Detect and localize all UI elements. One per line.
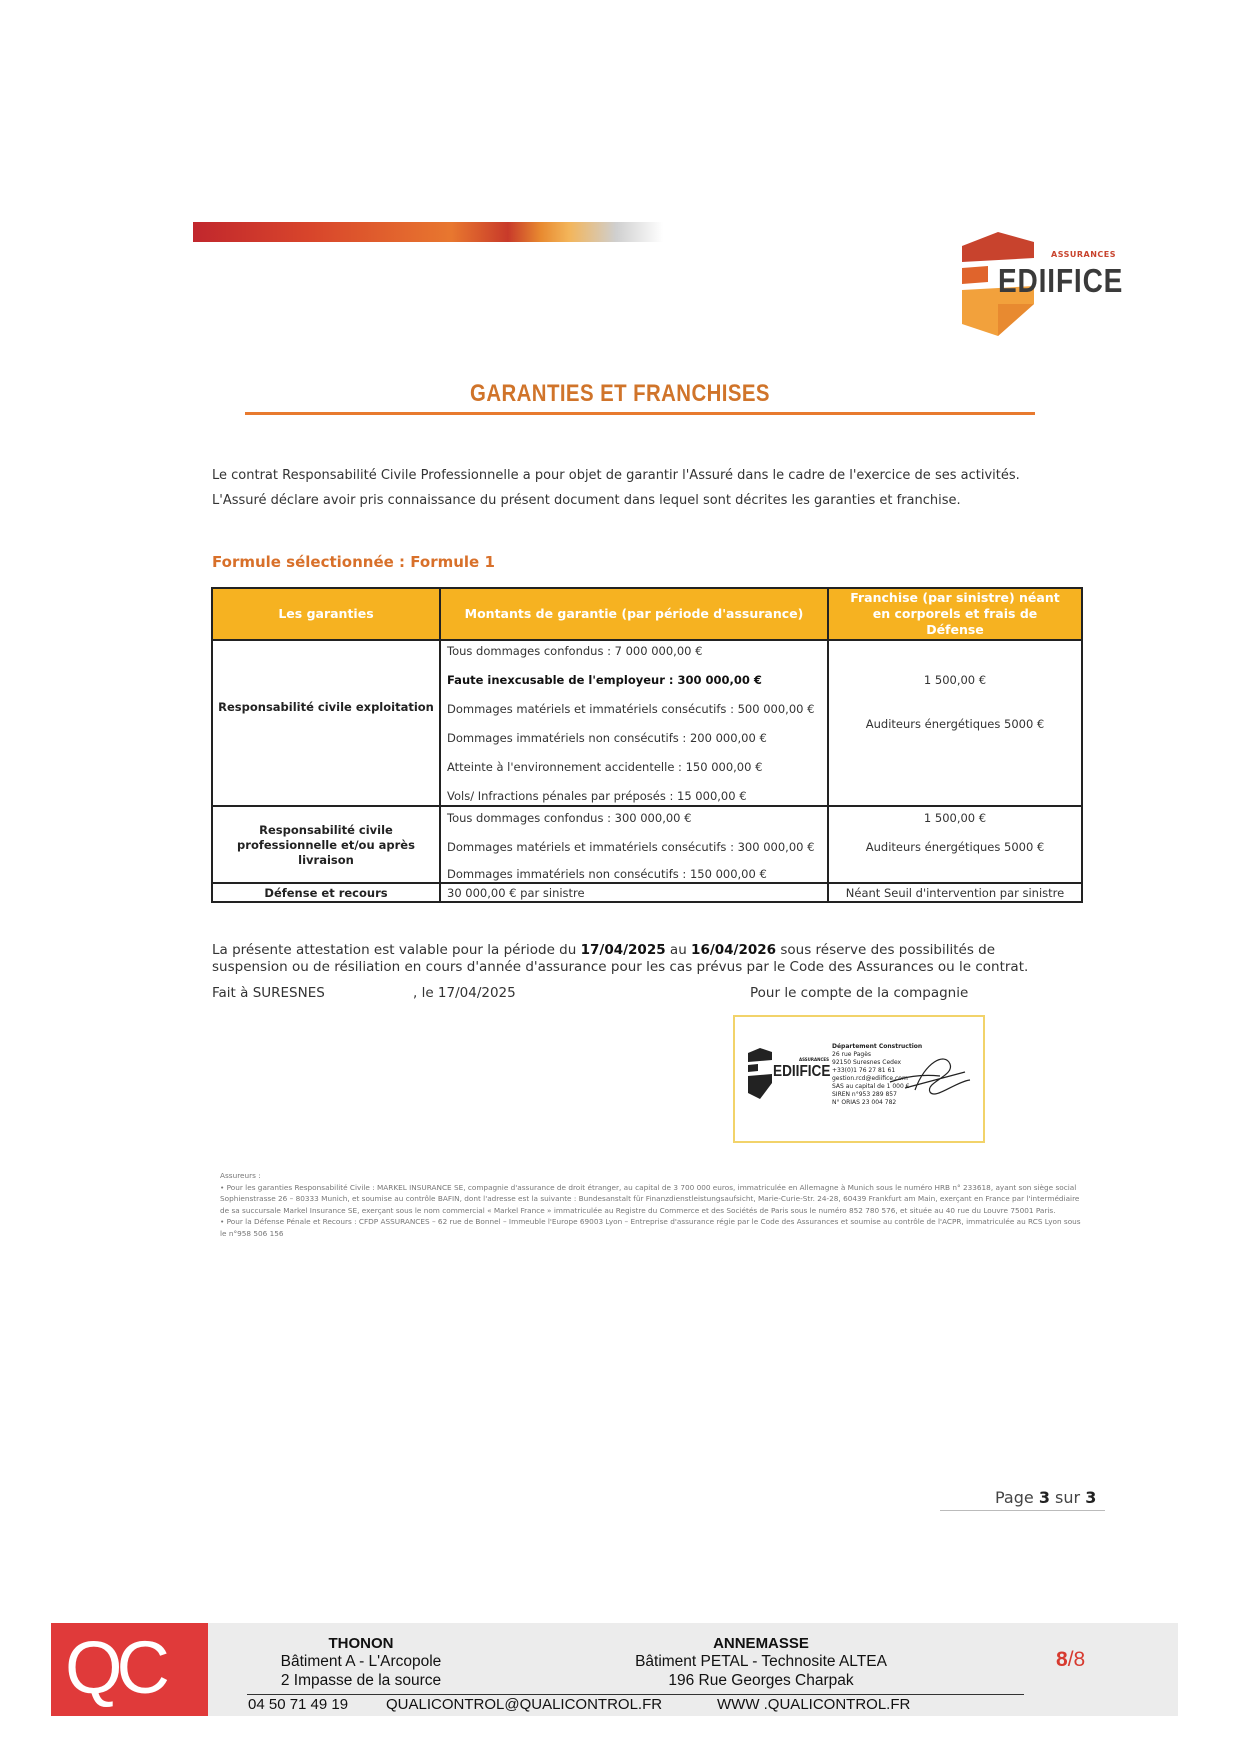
amount-row: Faute inexcusable de l'employeur : 300 000,00 € bbox=[447, 673, 762, 687]
amount-row: Dommages immatériels non consécutifs : 150 000,00 € bbox=[447, 867, 767, 881]
amount-row: 30 000,00 € par sinistre bbox=[447, 886, 585, 900]
amount-row: Tous dommages confondus : 300 000,00 € bbox=[447, 811, 692, 825]
amount-row: Dommages matériels et immatériels consécutifs : 300 000,00 € bbox=[447, 840, 815, 854]
stamp-tagline: ASSURANCES bbox=[799, 1057, 829, 1062]
insurers-fine-print bbox=[220, 1170, 1085, 1239]
franchise-value: Auditeurs énergétiques 5000 € bbox=[865, 717, 1045, 731]
page-mid: sur bbox=[1049, 1488, 1086, 1507]
stamp-line: 26 rue Pagès bbox=[832, 1051, 872, 1058]
ediifice-logo bbox=[958, 228, 1124, 340]
header-amounts: Montants de garantie (par période d'assurance) bbox=[464, 606, 804, 621]
company-stamp bbox=[733, 1015, 985, 1143]
thonon-address-line: Bâtiment A - L'Arcopole bbox=[280, 1653, 442, 1670]
amount-row: Dommages matériels et immatériels consécutifs : 500 000,00 € bbox=[447, 702, 815, 716]
qualicontrol-logo bbox=[51, 1623, 208, 1716]
stamp-line: SIREN n°953 289 857 bbox=[832, 1091, 897, 1098]
row-divider bbox=[213, 805, 1081, 807]
fine-print-line: • Pour la Défense Pénale et Recours : CFDP ASSURANCES – 62 rue de Bonnel – Immeuble l'Europe 69003 Lyon – Entreprise d'assurance régie par le Code des Assurances et soumise au contrôle de l'ACPR, immatriculée au RCS Lyon sous le n°958 506 156 bbox=[220, 1217, 1081, 1238]
handwritten-signature-icon bbox=[885, 1052, 975, 1102]
rc-professionnelle-label: Responsabilité civile professionnelle et/ou après livraison bbox=[237, 823, 415, 867]
page-current: 3 bbox=[1038, 1488, 1050, 1507]
ediifice-stamp-icon bbox=[747, 1047, 773, 1103]
franchise-value: 1 500,00 € bbox=[923, 811, 987, 825]
footer-email[interactable]: QUALICONTROL@QUALICONTROL.FR bbox=[386, 1696, 663, 1713]
stamp-line: N° ORIAS 23 004 782 bbox=[832, 1099, 897, 1106]
header-franchise: Franchise (par sinistre) néant en corporels et frais de Défense bbox=[850, 590, 1060, 637]
footer-rule bbox=[247, 1694, 1024, 1695]
footer-website[interactable]: WWW .QUALICONTROL.FR bbox=[717, 1696, 911, 1713]
annemasse-title: ANNEMASSE bbox=[713, 1635, 809, 1652]
page-title: GARANTIES ET FRANCHISES bbox=[470, 380, 770, 407]
validity-end-date: 16/04/2026 bbox=[691, 942, 777, 958]
amount-row: Vols/ Infractions pénales par préposés : 15 000,00 € bbox=[447, 789, 747, 803]
defense-label: Défense et recours bbox=[264, 886, 388, 900]
stamp-line: +33(0)1 76 27 81 61 bbox=[832, 1067, 896, 1074]
table-header bbox=[213, 589, 1081, 641]
company-account-label: Pour le compte de la compagnie bbox=[750, 985, 969, 1001]
footer bbox=[51, 1623, 1178, 1716]
header-guarantees: Les garanties bbox=[278, 606, 374, 621]
selected-formula: Formule sélectionnée : Formule 1 bbox=[212, 553, 495, 571]
thonon-title: THONON bbox=[328, 1635, 394, 1652]
qc-logo-text: QC bbox=[65, 1626, 164, 1709]
rc-exploitation-label: Responsabilité civile exploitation bbox=[218, 700, 434, 714]
logo-tagline: ASSURANCES bbox=[1051, 250, 1116, 259]
stamp-line: Département Construction bbox=[832, 1043, 923, 1050]
footer-page-total: /8 bbox=[1067, 1648, 1086, 1671]
franchise-value: 1 500,00 € bbox=[923, 673, 987, 687]
amount-row: Dommages immatériels non consécutifs : 200 000,00 € bbox=[447, 731, 767, 745]
header-gradient-bar bbox=[193, 222, 663, 242]
validity-mid: au bbox=[665, 942, 692, 958]
footer-page-current: 8 bbox=[1056, 1648, 1068, 1671]
stamp-line: 92150 Suresnes Cedex bbox=[832, 1059, 902, 1066]
thonon-address-line: 2 Impasse de la source bbox=[280, 1672, 442, 1689]
page-total: 3 bbox=[1085, 1488, 1097, 1507]
amount-row: Atteinte à l'environnement accidentelle : 150 000,00 € bbox=[447, 760, 763, 774]
stamp-line: gestion.rcd@ediifice.com bbox=[832, 1075, 908, 1082]
inner-page-number bbox=[995, 1488, 1096, 1507]
footer-page-number bbox=[1056, 1648, 1085, 1672]
validity-statement bbox=[212, 942, 1072, 976]
fine-print-line: Assureurs : bbox=[220, 1171, 261, 1180]
page-number-rule bbox=[940, 1510, 1105, 1511]
validity-prefix: La présente attestation est valable pour la période du bbox=[212, 942, 581, 958]
fine-print-line: • Pour les garanties Responsabilité Civile : MARKEL INSURANCE SE, compagnie d'assurance de droit étranger, au capital de 3 700 000 euros, immatriculée en Allemagne à Munich sous le numéro HRB n° 233618, ayant son siège social Sophienstrasse 26 – 80333 Munich, et soumise au contrôle BAFIN, dont l'adresse est la suivante : Bundesanstalt für Finanzdienstleistungsaufsicht, Marie-Curie-Str. 24-28, 60439 Frankfurt am Main, exerçant en France par l'intermédiaire de sa succursale Markel Insurance SE, exerçant sous le nom commercial « Markel France » immatriculée au Registre du Commerce et des Sociétés de Paris sous le numéro 852 780 576, et située au 40 rue du Louvre 75001 Paris. bbox=[220, 1182, 1080, 1215]
row-divider bbox=[213, 882, 1081, 884]
page-prefix: Page bbox=[995, 1488, 1039, 1507]
validity-start-date: 17/04/2025 bbox=[580, 942, 666, 958]
franchise-value: Néant Seuil d'intervention par sinistre bbox=[845, 886, 1065, 900]
validity-suffix: sous réserve des possibilités de suspension ou de résiliation en cours d'année d'assurance pour les cas prévus par le Code des Assurances ou le contrat. bbox=[212, 942, 1029, 975]
annemasse-address-line: 196 Rue Georges Charpak bbox=[668, 1672, 854, 1689]
column-divider bbox=[439, 589, 441, 901]
amount-row: Tous dommages confondus : 7 000 000,00 € bbox=[447, 644, 703, 658]
intro-line: L'Assuré déclare avoir pris connaissance du présent document dans lequel sont décrites les garanties et franchise. bbox=[212, 493, 961, 508]
intro-paragraph bbox=[212, 463, 1020, 513]
footer-phone[interactable]: 04 50 71 49 19 bbox=[248, 1696, 349, 1713]
column-divider bbox=[827, 589, 829, 901]
guarantees-table bbox=[211, 587, 1083, 903]
stamp-company-name: EDIIFICE bbox=[773, 1063, 831, 1080]
stamp-line: SAS au capital de 1 000 € bbox=[832, 1083, 910, 1090]
franchise-value: Auditeurs énergétiques 5000 € bbox=[865, 840, 1045, 854]
logo-name: EDIIFICE bbox=[998, 262, 1124, 299]
annemasse-address-line: Bâtiment PETAL - Technosite ALTEA bbox=[635, 1653, 887, 1670]
place-of-signature: Fait à SURESNES bbox=[212, 985, 325, 1001]
title-underline bbox=[245, 412, 1035, 415]
intro-line: Le contrat Responsabilité Civile Professionnelle a pour objet de garantir l'Assuré dans le cadre de l'exercice de ses activités. bbox=[212, 468, 1020, 483]
signature-date: , le 17/04/2025 bbox=[413, 985, 516, 1001]
